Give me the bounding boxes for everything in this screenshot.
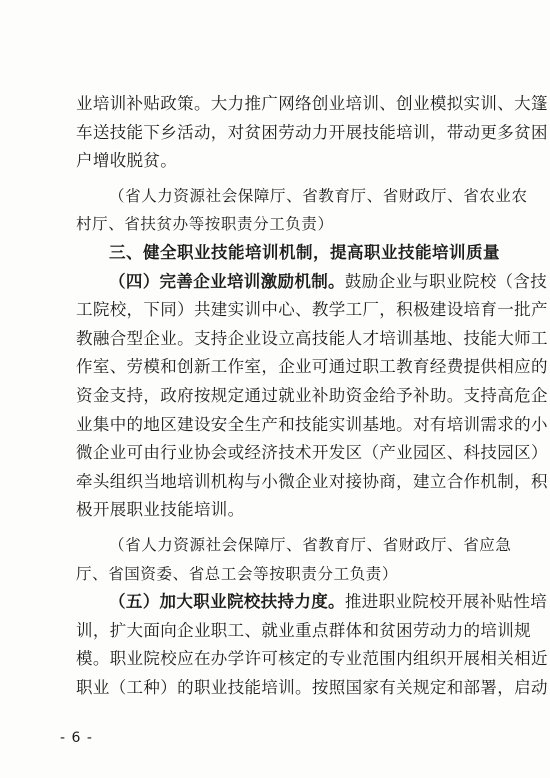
text-line: 业培训补贴政策。大力推广网络创业培训、创业模拟实训、大篷 [76, 94, 548, 113]
text-line: 牵头组织当地培训机构与小微企业对接协商，建立合作机制，积 [76, 471, 548, 491]
responsibility-note: （省人力资源社会保障厅、省教育厅、省财政厅、省应急 [109, 535, 512, 554]
text-line: 训，扩大面向企业职工、就业重点群体和贫困劳动力的培训规 [76, 620, 531, 640]
text-line: 职业（工种）的职业技能培训。按照国家有关规定和部署，启动 [76, 677, 548, 697]
paragraph-lead-rest: 鼓励企业与职业院校（含技 [344, 271, 548, 291]
text-line: 户增收脱贫。 [76, 151, 178, 171]
responsibility-note: 村厅、省扶贫办等按职责分工负责） [76, 215, 334, 234]
paragraph-lead-rest: 推进职业院校开展补贴性培 [344, 592, 548, 612]
paragraph-first-line [76, 268, 548, 297]
paragraph-lead: （四）完善企业培训激励机制。 [109, 271, 345, 291]
text-line: 业集中的地区建设安全生产和技能实训基地。对有培训需求的小 [76, 414, 548, 434]
text-line: 极开展职业技能培训。 [76, 500, 245, 520]
responsibility-note: 厅、省国资委、省总工会等按职责分工负责） [76, 564, 399, 583]
text-line: 车送技能下乡活动，对贫困劳动力开展技能培训，带动更多贫困 [76, 122, 548, 142]
text-line: 模。职业院校应在办学许可核定的专业范围内组织开展相关相近 [76, 649, 548, 669]
paragraph-lead: （五）加大职业院校扶持力度。 [109, 592, 345, 612]
section-heading: 三、健全职业技能培训机制，提高职业技能培训质量 [109, 242, 500, 262]
text-line: 教融合型企业。支持企业设立高技能人才培训基地、技能大师工 [76, 328, 548, 348]
text-line: 作室、劳模和创新工作室，企业可通过职工教育经费提供相应的 [76, 357, 548, 377]
text-line: 资金支持，政府按规定通过就业补助资金给予补助。支持高危企 [76, 385, 548, 405]
responsibility-note: （省人力资源社会保障厅、省教育厅、省财政厅、省农业农 [109, 186, 528, 205]
page-number: - 6 - [60, 730, 93, 746]
paragraph-first-line [76, 588, 548, 617]
document-body [76, 90, 548, 702]
text-line: 工院校，下同）共建实训中心、教学工厂，积极建设培育一批产 [76, 300, 548, 320]
text-line: 微企业可由行业协会或经济技术开发区（产业园区、科技园区） [76, 443, 548, 463]
